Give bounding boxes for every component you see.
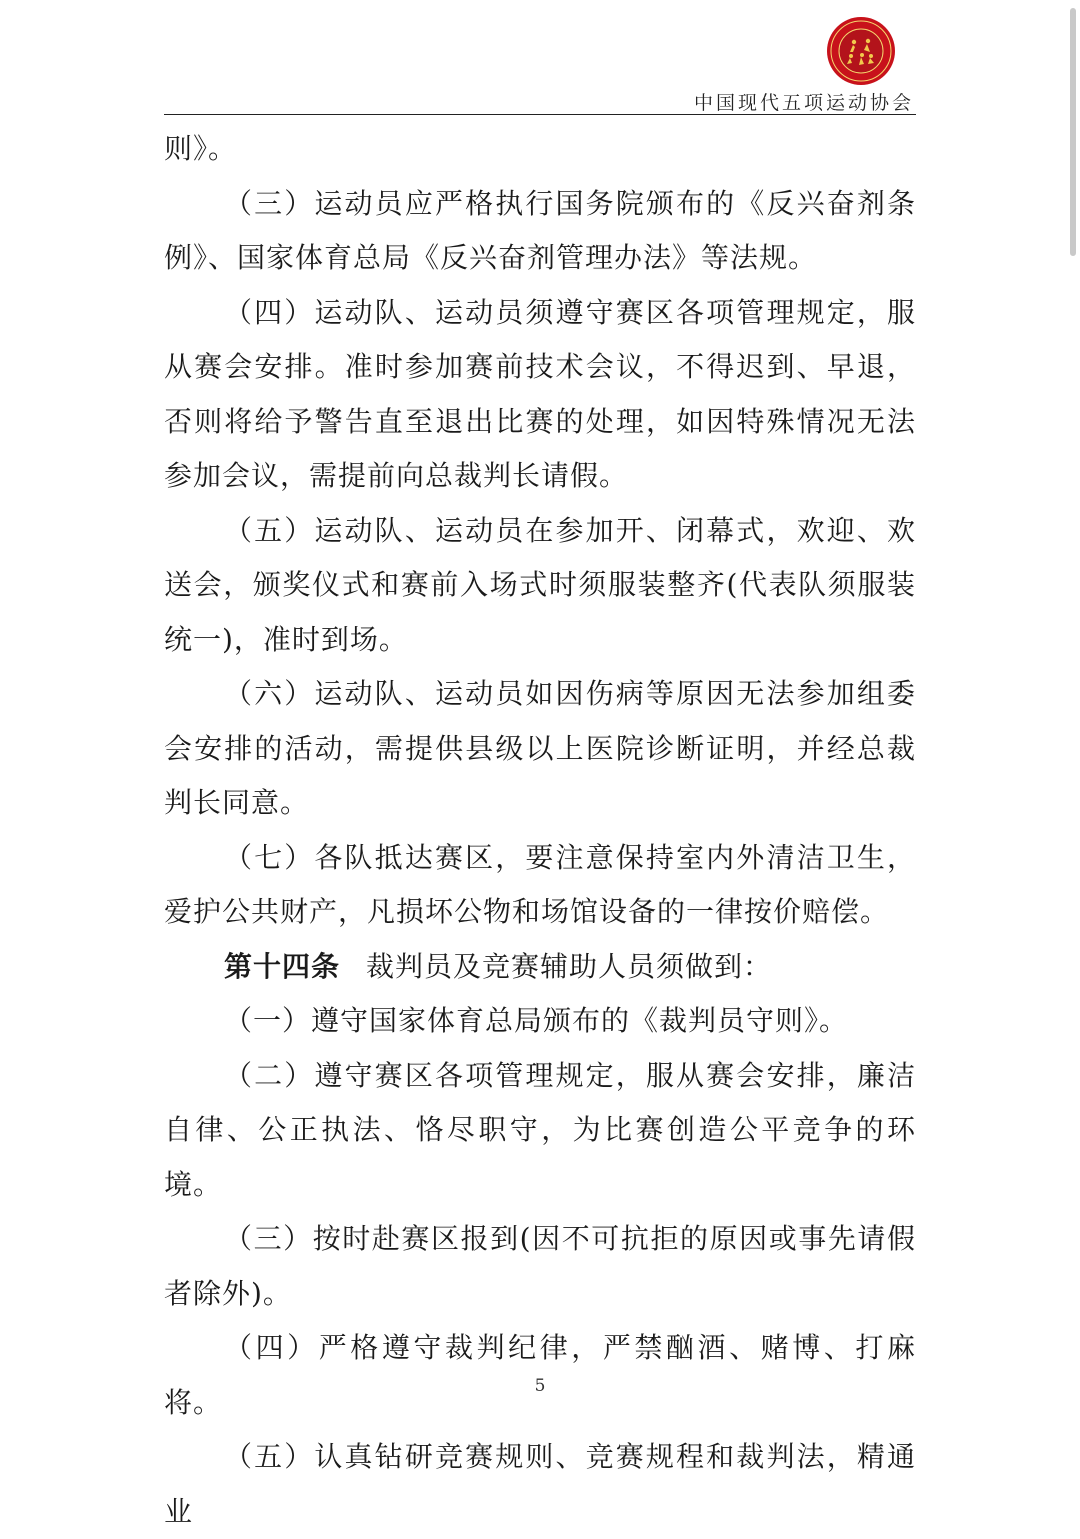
article-paragraph [164, 940, 916, 995]
paragraph: （七）各队抵达赛区，要注意保持室内外清洁卫生，爱护公共财产，凡损坏公物和场馆设备的一律按价赔偿。 [164, 840, 916, 928]
paragraph: （五）运动队、运动员在参加开、闭幕式，欢迎、欢送会，颁奖仪式和赛前入场式时须服装整齐(代表队须服装统一)，准时到场。 [164, 513, 916, 656]
organization-name: 中国现代五项运动协会 [693, 92, 914, 114]
paragraph: （二）遵守赛区各项管理规定，服从赛会安排，廉洁自律、公正执法、恪尽职守，为比赛创造公平竞争的环境。 [164, 1058, 916, 1201]
paragraph: （四）严格遵守裁判纪律，严禁酗酒、赌博、打麻将。 [164, 1331, 916, 1419]
scrollbar-thumb[interactable] [1070, 8, 1076, 256]
association-emblem-icon [826, 16, 896, 86]
paragraph: 则》。 [164, 132, 238, 165]
page-number: 5 [534, 1376, 546, 1396]
scrollbar[interactable] [1066, 0, 1080, 1463]
article-text: 裁判员及竞赛辅助人员须做到： [366, 949, 773, 983]
paragraph: （四）运动队、运动员须遵守赛区各项管理规定，服从赛会安排。准时参加赛前技术会议，不得迟到、早退，否则将给予警告直至退出比赛的处理，如因特殊情况无法参加会议，需提前向总裁判长请假。 [164, 295, 916, 492]
header-divider [164, 114, 916, 115]
paragraph: （六）运动队、运动员如因伤病等原因无法参加组委会安排的活动，需提供县级以上医院诊断证明，并经总裁判长同意。 [164, 677, 916, 819]
paragraph: （一）遵守国家体育总局颁布的《裁判员守则》。 [224, 1004, 849, 1037]
article-heading: 第十四条 [224, 949, 341, 983]
document-body [164, 122, 916, 1539]
paragraph: （五）认真钻研竞赛规则、竞赛规程和裁判法，精通业 [164, 1440, 916, 1528]
paragraph: （三）按时赴赛区报到(因不可抗拒的原因或事先请假者除外)。 [164, 1222, 916, 1310]
paragraph: （三）运动员应严格执行国务院颁布的《反兴奋剂条例》、国家体育总局《反兴奋剂管理办法》等法规。 [164, 186, 916, 274]
